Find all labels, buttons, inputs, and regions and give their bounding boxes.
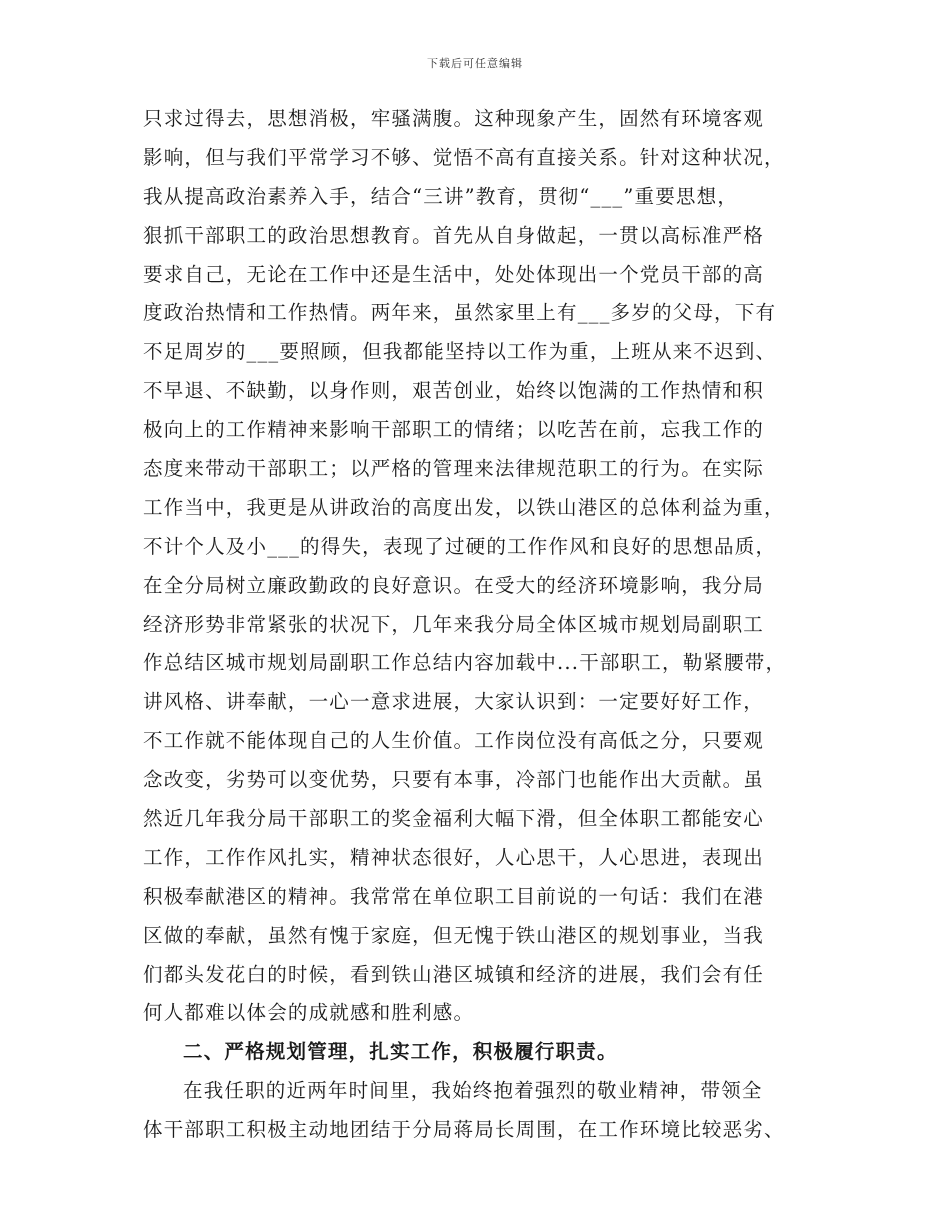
text-line: 何人都难以体会的成就感和胜利感。 [143,1001,475,1025]
page-header-note: 下载后可任意编辑 [427,57,523,70]
text-line: 讲风格、讲奉献，一心一意求进展，大家认识到：一定要好好工作， [143,690,765,714]
text-line: 经济形势非常紧张的状况下，几年来我分局全体区城市规划局副职工 [143,612,765,636]
text-line: 影响，但与我们平常学习不够、觉悟不高有直接关系。针对这种状况， [143,145,785,169]
text-line: 积极奉献港区的精神。我常常在单位职工目前说的一句话：我们在港 [143,884,765,908]
text-line: 然近几年我分局干部职工的奖金福利大幅下滑，但全体职工都能安心 [143,807,765,831]
text-line: 区做的奉献，虽然有愧于家庭，但无愧于铁山港区的规划事业，当我 [143,923,765,947]
text-line: 念改变，劣势可以变优势，只要有本事，冷部门也能作出大贡献。虽 [143,768,765,792]
text-line: 工作，工作作风扎实，精神状态很好，人心思干，人心思进，表现出 [143,845,765,869]
text-line: 体干部职工积极主动地团结于分局蒋局长周围，在工作环境比较恶劣、 [143,1118,785,1142]
text-line: 我从提高政治素养入手，结合“三讲”教育，贯彻“___”重要思想， [143,184,739,208]
text-line: 不早退、不缺勤，以身作则，艰苦创业，始终以饱满的工作热情和积 [143,379,765,403]
document-body [143,100,823,1150]
text-line: 极向上的工作精神来影响干部职工的情绪；以吃苦在前，忘我工作的 [143,418,765,442]
text-line: 作总结区城市规划局副职工作总结内容加载中...干部职工，勒紧腰带， [143,651,787,675]
text-line: 工作当中，我更是从讲政治的高度出发，以铁山港区的总体利益为重， [143,495,785,519]
section-heading: 二、严格规划管理，扎实工作，积极履行职责。 [183,1040,618,1064]
text-line: 不计个人及小___的得失，表现了过硬的工作作风和良好的思想品质， [143,534,777,558]
text-line: 只求过得去，思想消极，牢骚满腹。这种现象产生，固然有环境客观 [143,107,765,130]
text-line: 狠抓干部职工的政治思想教育。首先从自身做起，一贯以高标准严格 [143,223,765,247]
text-line: 在全分局树立廉政勤政的良好意识。在受大的经济环境影响，我分局 [143,573,765,597]
text-line: 不工作就不能体现自己的人生价值。工作岗位没有高低之分，只要观 [143,729,765,753]
text-line: 度政治热情和工作热情。两年来，虽然家里上有___多岁的父母，下有 [143,301,777,325]
text-line: 要求自己，无论在工作中还是生活中，处处体现出一个党员干部的高 [143,262,765,286]
text-line: 们都头发花白的时候，看到铁山港区城镇和经济的进展，我们会有任 [143,962,765,986]
text-line: 不足周岁的___要照顾，但我都能坚持以工作为重，上班从来不迟到、 [143,340,777,364]
text-line: 在我任职的近两年时间里，我始终抱着强烈的敬业精神，带领全 [183,1079,763,1103]
text-line: 态度来带动干部职工；以严格的管理来法律规范职工的行为。在实际 [143,457,765,481]
